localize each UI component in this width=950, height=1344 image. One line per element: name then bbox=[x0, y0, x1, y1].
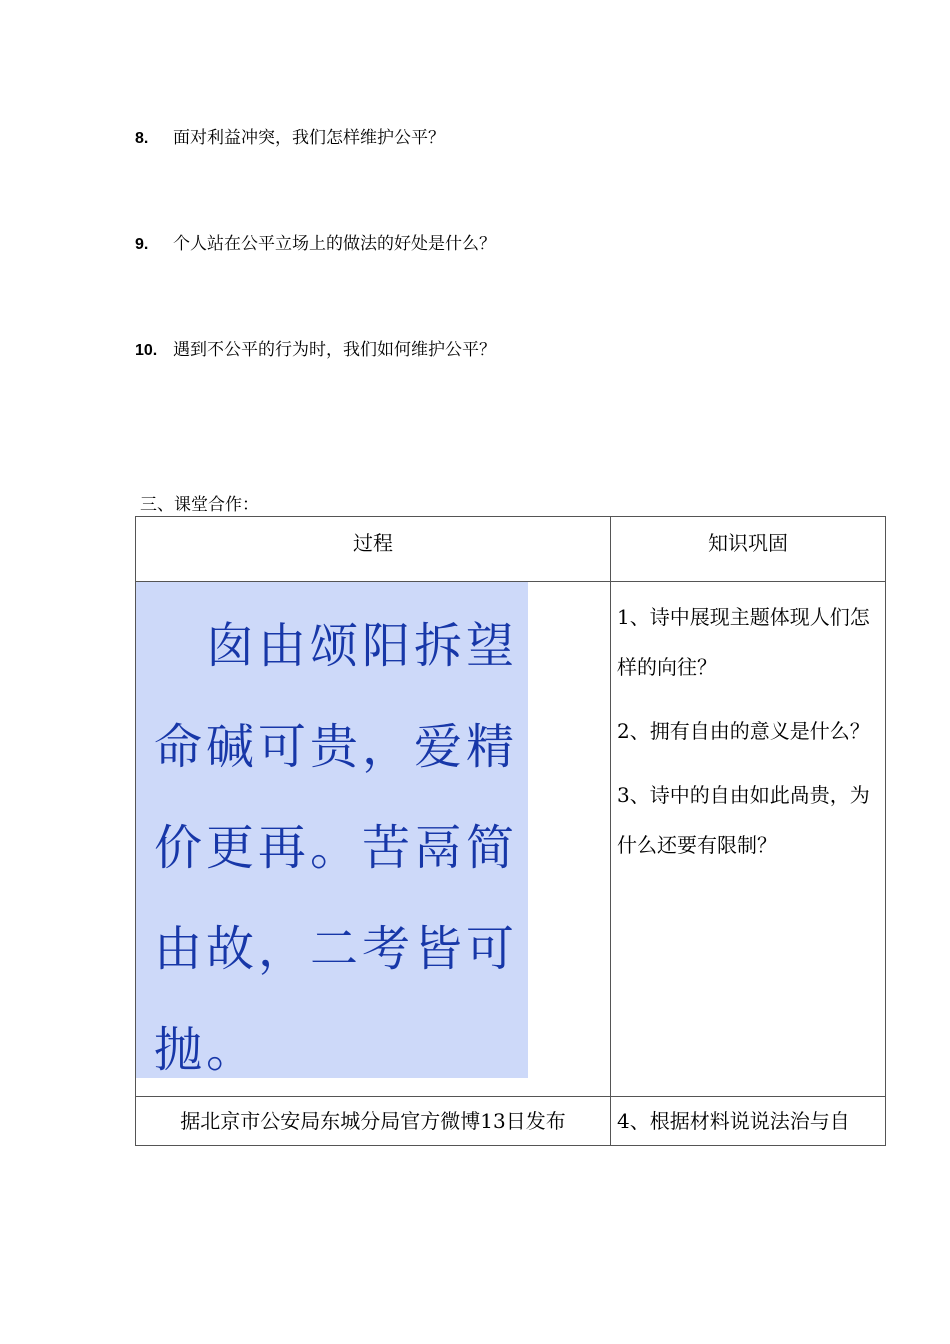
question-9 bbox=[135, 233, 496, 256]
poem-line: 抛。 bbox=[154, 1022, 259, 1078]
question-number: 8. bbox=[135, 130, 149, 147]
question-10 bbox=[135, 339, 496, 362]
question-8 bbox=[135, 127, 445, 150]
header-process: 过程 bbox=[353, 531, 393, 555]
question-number: 9. bbox=[135, 236, 149, 253]
poem-image bbox=[136, 582, 528, 1078]
header-knowledge-cell bbox=[611, 517, 886, 582]
question-text: 面对利益冲突，我们怎样维护公平？ bbox=[173, 128, 445, 148]
knowledge-questions-cell bbox=[611, 582, 886, 1097]
bottom-knowledge-text: 4、根据材料说说法治与自 bbox=[617, 1109, 850, 1133]
header-knowledge: 知识巩固 bbox=[708, 531, 788, 555]
table-row bbox=[136, 1097, 886, 1146]
bottom-knowledge-cell bbox=[611, 1097, 886, 1146]
bottom-process-cell bbox=[136, 1097, 611, 1146]
table-header-row bbox=[136, 517, 886, 582]
poem-line: 囱由颂阳拆望 bbox=[206, 618, 519, 674]
poem-line: 价更再。苦鬲简 bbox=[154, 820, 519, 876]
header-process-cell bbox=[136, 517, 611, 582]
poem-line: 命碱可贵，爱精 bbox=[154, 719, 519, 775]
question-number: 10. bbox=[135, 342, 158, 359]
knowledge-question: 1、诗中展现主题体现人们怎样的向往？ bbox=[617, 605, 870, 679]
table-row bbox=[136, 582, 886, 1097]
question-text: 个人站在公平立场上的做法的好处是什么？ bbox=[173, 234, 496, 254]
bottom-process-text: 据北京市公安局东城分局官方微博13日发布 bbox=[180, 1109, 566, 1133]
knowledge-question: 2、拥有自由的意义是什么？ bbox=[617, 719, 870, 743]
poem-line: 由故，二考皆可 bbox=[154, 921, 519, 977]
question-text: 遇到不公平的行为时，我们如何维护公平？ bbox=[173, 340, 496, 360]
poem-cell bbox=[136, 582, 611, 1097]
cooperation-table bbox=[135, 516, 886, 1146]
section-title: 三、课堂合作： bbox=[140, 495, 259, 515]
knowledge-question: 3、诗中的自由如此咼贵，为什么还要有限制？ bbox=[617, 783, 870, 857]
